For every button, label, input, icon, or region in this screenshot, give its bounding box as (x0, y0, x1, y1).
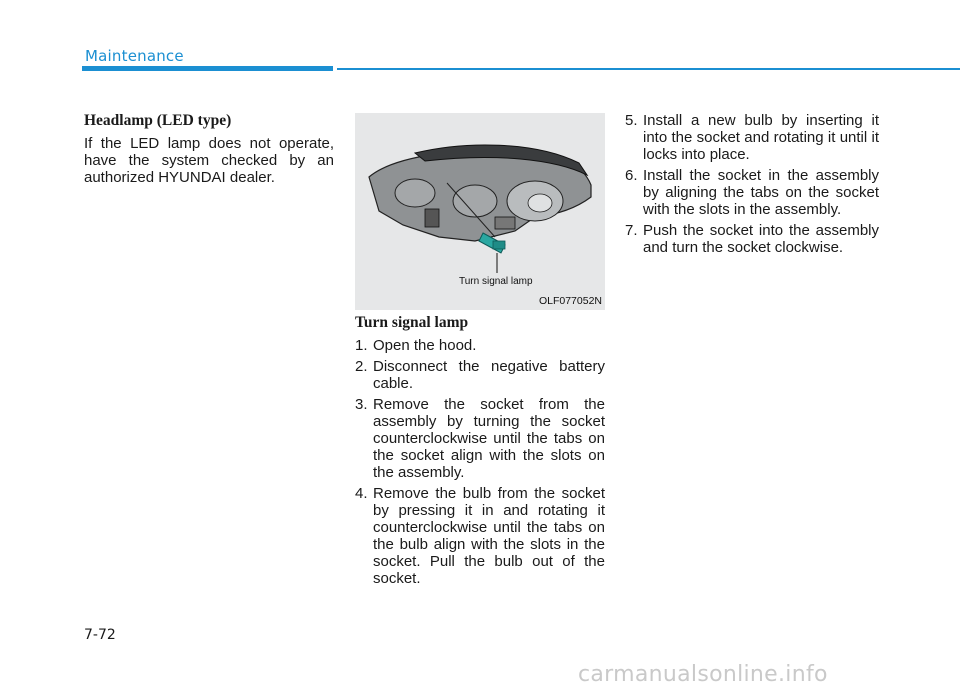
column-right (625, 112, 879, 260)
watermark: carmanualsonline.info (578, 662, 828, 687)
headlamp-led-heading: Headlamp (LED type) (84, 112, 232, 129)
figure-callout-label: Turn signal lamp (459, 276, 533, 287)
header-rule-thick (82, 66, 333, 71)
header-rule-thin (337, 68, 960, 70)
turn-signal-heading: Turn signal lamp (355, 314, 469, 331)
list-item: 4. Remove the bulb from the socket by pressing it in and rotating it counterclockwise until the tabs on the bulb align with the slots in the socket. Pull the bulb out of the socket. (355, 485, 605, 587)
headlamp-led-body: If the LED lamp does not operate, have the system checked by an authorized HYUNDAI dealer. (84, 135, 334, 186)
turn-signal-steps (355, 337, 605, 587)
list-item: 6. Install the socket in the assembly by aligning the tabs on the socket with the slots in the assembly. (625, 167, 879, 218)
list-item: 1. Open the hood. (355, 337, 477, 354)
column-left (84, 112, 334, 186)
column-middle (355, 314, 605, 591)
list-item: 7. Push the socket into the assembly and turn the socket clockwise. (625, 222, 879, 256)
page-number: 7-72 (84, 627, 116, 643)
figure-code: OLF077052N (538, 295, 602, 307)
list-item: 5. Install a new bulb by inserting it into the socket and rotating it until it locks into place. (625, 112, 879, 163)
turn-signal-steps-continued (625, 112, 879, 256)
headlamp-illustration (355, 113, 605, 310)
list-item: 3. Remove the socket from the assembly by turning the socket counterclockwise until the tabs on the socket align with the slots on the assembly. (355, 396, 605, 481)
list-item: 2. Disconnect the negative battery cable. (355, 358, 605, 392)
section-title: Maintenance (85, 47, 184, 65)
